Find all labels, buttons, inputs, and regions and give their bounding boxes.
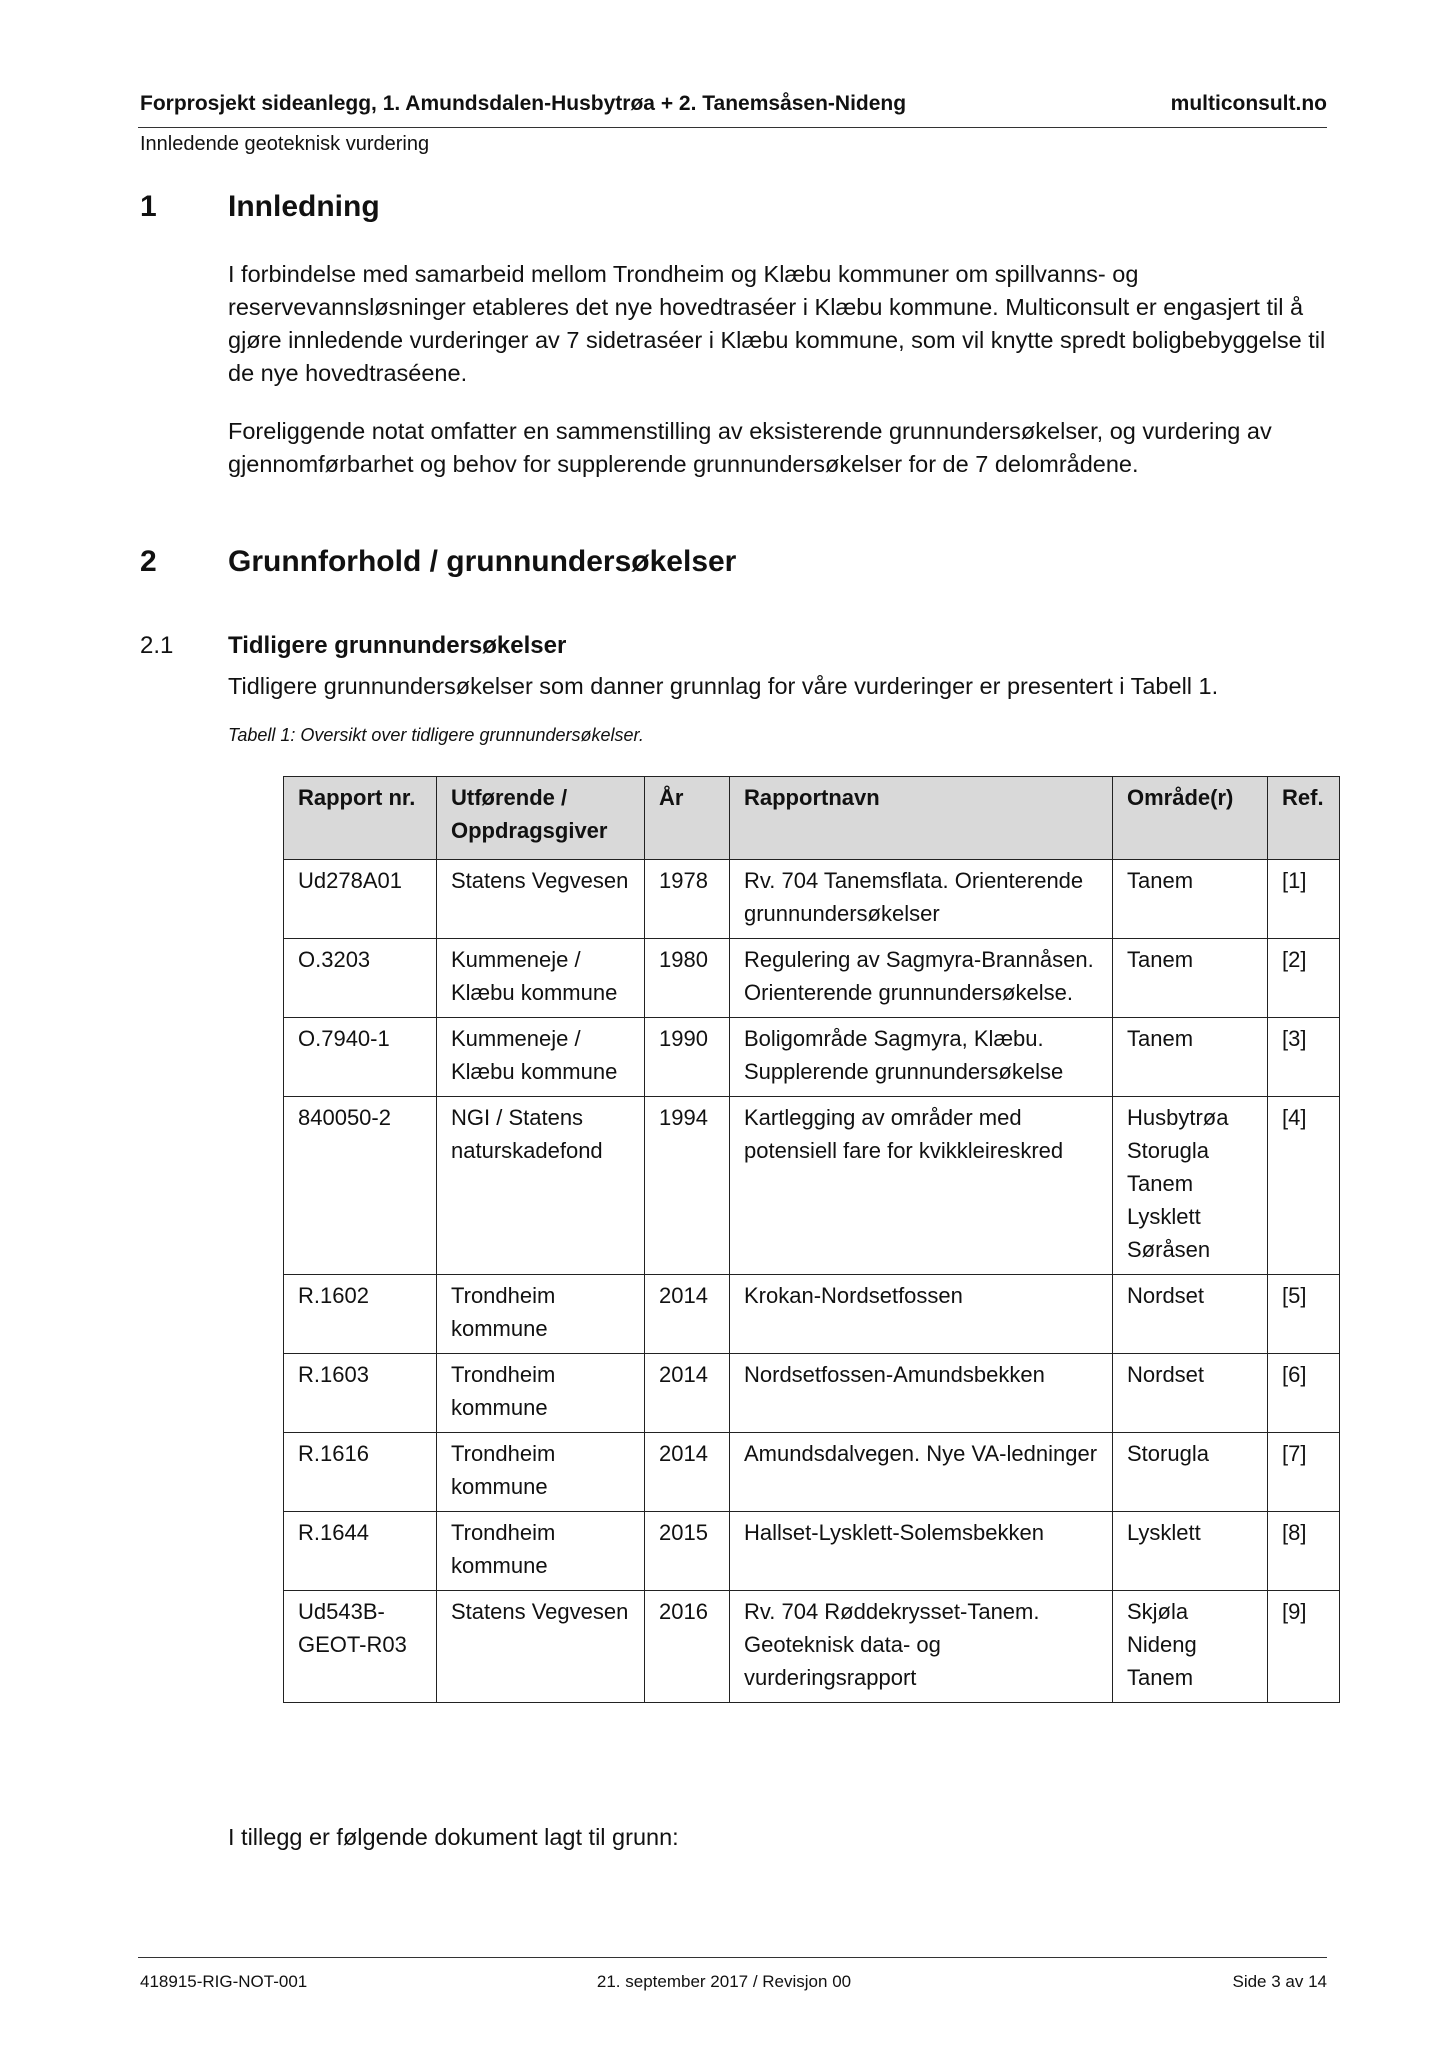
table-row xyxy=(284,1433,1340,1512)
section-title: Tidligere grunnundersøkelser xyxy=(228,632,567,659)
header-site: multiconsult.no xyxy=(1170,92,1327,115)
cell-ar: 2014 xyxy=(645,1354,730,1433)
section-number: 2.1 xyxy=(140,632,174,659)
cell-rapport-nr: R.1644 xyxy=(284,1512,437,1591)
table-header-row xyxy=(284,777,1340,860)
cell-ar: 1978 xyxy=(645,860,730,939)
section-title: Innledning xyxy=(228,190,380,223)
cell-ref: [7] xyxy=(1268,1433,1340,1512)
table-row xyxy=(284,860,1340,939)
cell-ar: 2015 xyxy=(645,1512,730,1591)
table-row xyxy=(284,1097,1340,1275)
cell-omrade: Nordset xyxy=(1113,1275,1268,1354)
table-row xyxy=(284,939,1340,1018)
cell-utforende: Trondheim kommune xyxy=(437,1433,645,1512)
reports-table xyxy=(283,776,1340,1703)
intro-paragraph-1: I forbindelse med samarbeid mellom Trondheim og Klæbu kommuner om spillvanns- og reservevannsløsninger etableres det nye hovedtraséer i Klæbu kommune. Multiconsult er engasjert til å gjøre innledende vurderinger av 7 sidetraséer i Klæbu kommune, som vil knytte spredt boligbebyggelse til de nye hovedtraséene. xyxy=(228,261,1326,386)
footer-doc-id: 418915-RIG-NOT-001 xyxy=(140,1972,308,1991)
cell-ref: [9] xyxy=(1268,1591,1340,1703)
cell-rapportnavn: Hallset-Lysklett-Solemsbekken xyxy=(730,1512,1113,1591)
cell-rapport-nr: Ud543B-GEOT-R03 xyxy=(284,1591,437,1703)
col-header-ar: År xyxy=(645,777,730,860)
footer-divider xyxy=(138,1957,1327,1958)
footer-page-number: Side 3 av 14 xyxy=(1232,1972,1327,1991)
cell-ref: [2] xyxy=(1268,939,1340,1018)
section-2-1-paragraph: Tidligere grunnundersøkelser som danner grunnlag for våre vurderinger er presentert i Tabell 1. xyxy=(228,673,1219,699)
cell-ref: [5] xyxy=(1268,1275,1340,1354)
cell-rapport-nr: 840050-2 xyxy=(284,1097,437,1275)
table-caption: Tabell 1: Oversikt over tidligere grunnundersøkelser. xyxy=(228,725,644,745)
cell-rapportnavn: Nordsetfossen-Amundsbekken xyxy=(730,1354,1113,1433)
cell-rapport-nr: Ud278A01 xyxy=(284,860,437,939)
cell-omrade: Husbytrøa Storugla Tanem Lysklett Søråsen xyxy=(1113,1097,1268,1275)
cell-rapport-nr: O.3203 xyxy=(284,939,437,1018)
table-row xyxy=(284,1275,1340,1354)
cell-utforende: NGI / Statens naturskadefond xyxy=(437,1097,645,1275)
header-divider xyxy=(138,127,1327,128)
cell-omrade: Storugla xyxy=(1113,1433,1268,1512)
cell-ar: 2014 xyxy=(645,1433,730,1512)
cell-omrade: Lysklett xyxy=(1113,1512,1268,1591)
cell-ar: 1980 xyxy=(645,939,730,1018)
table-row xyxy=(284,1018,1340,1097)
cell-omrade: Nordset xyxy=(1113,1354,1268,1433)
table-row xyxy=(284,1591,1340,1703)
footer-date-revision: 21. september 2017 / Revisjon 00 xyxy=(596,1972,852,1991)
cell-ref: [3] xyxy=(1268,1018,1340,1097)
cell-rapportnavn: Rv. 704 Røddekrysset-Tanem. Geoteknisk data- og vurderingsrapport xyxy=(730,1591,1113,1703)
col-header-rapport-nr: Rapport nr. xyxy=(284,777,437,860)
intro-paragraph-2: Foreliggende notat omfatter en sammenstilling av eksisterende grunnundersøkelser, og vurdering av gjennomførbarhet og behov for supplerende grunnundersøkelser for de 7 delområdene. xyxy=(228,418,1272,477)
header-title: Forprosjekt sideanlegg, 1. Amundsdalen-Husbytrøa + 2. Tanemsåsen-Nideng xyxy=(140,92,907,115)
section-number: 2 xyxy=(140,545,157,578)
cell-ref: [1] xyxy=(1268,860,1340,939)
cell-rapportnavn: Regulering av Sagmyra-Brannåsen. Orienterende grunnundersøkelse. xyxy=(730,939,1113,1018)
section-title: Grunnforhold / grunnundersøkelser xyxy=(228,545,737,578)
cell-rapportnavn: Rv. 704 Tanemsflata. Orienterende grunnundersøkelser xyxy=(730,860,1113,939)
cell-omrade: Tanem xyxy=(1113,939,1268,1018)
cell-rapport-nr: O.7940-1 xyxy=(284,1018,437,1097)
cell-utforende: Trondheim kommune xyxy=(437,1275,645,1354)
cell-rapportnavn: Boligområde Sagmyra, Klæbu. Supplerende grunnundersøkelse xyxy=(730,1018,1113,1097)
cell-utforende: Trondheim kommune xyxy=(437,1512,645,1591)
header-subtitle: Innledende geoteknisk vurdering xyxy=(140,133,430,155)
table-row xyxy=(284,1354,1340,1433)
cell-utforende: Trondheim kommune xyxy=(437,1354,645,1433)
cell-ref: [4] xyxy=(1268,1097,1340,1275)
cell-omrade: Skjøla Nideng Tanem xyxy=(1113,1591,1268,1703)
cell-utforende: Statens Vegvesen xyxy=(437,860,645,939)
cell-rapport-nr: R.1603 xyxy=(284,1354,437,1433)
cell-utforende: Statens Vegvesen xyxy=(437,1591,645,1703)
cell-rapportnavn: Kartlegging av områder med potensiell fare for kvikkleireskred xyxy=(730,1097,1113,1275)
cell-omrade: Tanem xyxy=(1113,860,1268,939)
cell-ref: [8] xyxy=(1268,1512,1340,1591)
col-header-ref: Ref. xyxy=(1268,777,1340,860)
table-row xyxy=(284,1512,1340,1591)
cell-rapport-nr: R.1616 xyxy=(284,1433,437,1512)
col-header-omrade: Område(r) xyxy=(1113,777,1268,860)
cell-rapport-nr: R.1602 xyxy=(284,1275,437,1354)
col-header-rapportnavn: Rapportnavn xyxy=(730,777,1113,860)
cell-ar: 1990 xyxy=(645,1018,730,1097)
cell-rapportnavn: Krokan-Nordsetfossen xyxy=(730,1275,1113,1354)
col-header-utforende: Utførende / Oppdragsgiver xyxy=(437,777,645,860)
cell-ref: [6] xyxy=(1268,1354,1340,1433)
cell-ar: 1994 xyxy=(645,1097,730,1275)
cell-utforende: Kummeneje / Klæbu kommune xyxy=(437,939,645,1018)
cell-rapportnavn: Amundsdalvegen. Nye VA-ledninger xyxy=(730,1433,1113,1512)
cell-ar: 2016 xyxy=(645,1591,730,1703)
cell-ar: 2014 xyxy=(645,1275,730,1354)
section-number: 1 xyxy=(140,190,157,223)
cell-utforende: Kummeneje / Klæbu kommune xyxy=(437,1018,645,1097)
cell-omrade: Tanem xyxy=(1113,1018,1268,1097)
closing-paragraph: I tillegg er følgende dokument lagt til grunn: xyxy=(228,1824,679,1850)
